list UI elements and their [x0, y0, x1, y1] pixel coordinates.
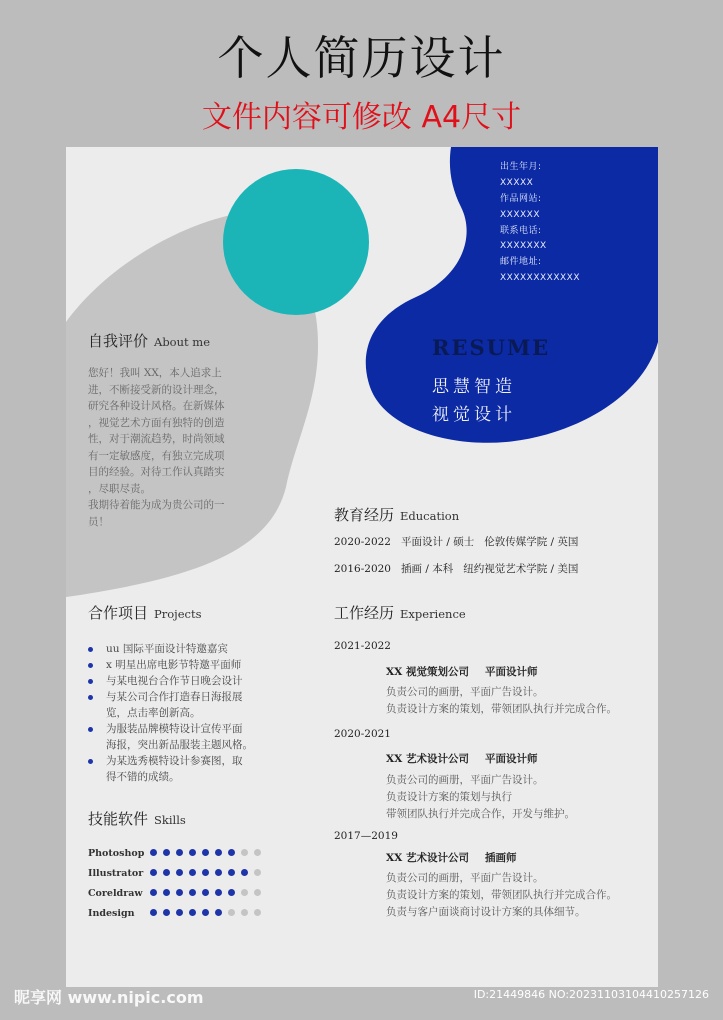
skill-dot-filled-icon [176, 849, 183, 856]
about-line: 有一定敏感度，有独立完成项 [88, 449, 225, 462]
skill-dot-filled-icon [150, 909, 157, 916]
skill-dot-filled-icon [150, 849, 157, 856]
job-duties [386, 684, 617, 718]
job-duty: 负责设计方案的策划，带领团队执行并完成合作。 [386, 703, 617, 715]
skill-dot-empty-icon [241, 889, 248, 896]
job-period: 2017—2019 [334, 830, 398, 842]
skill-dot-filled-icon [228, 869, 235, 876]
projects-list [88, 641, 278, 785]
job-duties [386, 870, 617, 921]
skill-dot-empty-icon [241, 849, 248, 856]
job-duty: 负责与客户面谈商讨设计方案的具体细节。 [386, 906, 586, 918]
projects-title-cn: 合作项目 [88, 604, 149, 622]
job-header [386, 664, 553, 679]
experience-title-cn: 工作经历 [334, 604, 395, 622]
job-role: 平面设计师 [484, 666, 538, 678]
project-item-text: uu 国际平面设计特邀嘉宾 [106, 643, 228, 655]
skill-dot-filled-icon [150, 889, 157, 896]
about-title-cn: 自我评价 [88, 332, 149, 350]
skill-dot-filled-icon [202, 909, 209, 916]
contact-website-value: XXXXXX [500, 209, 540, 220]
skill-dot-empty-icon [228, 909, 235, 916]
education-major: 插画 / 本科 [401, 563, 454, 575]
projects-title-en: Projects [154, 607, 202, 621]
job-duties [386, 772, 575, 823]
skills-section-title [88, 808, 186, 829]
bullet-dot-icon [88, 647, 93, 652]
skill-dot-filled-icon [241, 869, 248, 876]
education-row [334, 561, 588, 576]
skill-dot-filled-icon [189, 849, 196, 856]
job-company: XX 视觉策划公司 [386, 666, 469, 678]
about-line: 性，对于潮流趋势，时尚领域 [88, 433, 225, 445]
project-item-text: x 明星出席电影节特邀平面师 [106, 659, 242, 671]
bullet-dot-icon [88, 663, 93, 668]
job-role: 平面设计师 [484, 753, 538, 765]
page-header-title: 个人简历设计 [217, 31, 506, 85]
job-duty: 负责公司的画册，平面广告设计。 [386, 872, 544, 884]
skill-level-dots [150, 848, 267, 859]
education-school: 伦敦传媒学院 / 英国 [484, 536, 579, 548]
skill-dot-filled-icon [163, 909, 170, 916]
skill-row [88, 908, 267, 922]
skill-dot-filled-icon [176, 869, 183, 876]
teal-circle-shape [223, 169, 369, 315]
bullet-dot-icon [88, 695, 93, 700]
project-item [88, 673, 278, 689]
watermark-right: ID:21449846 NO:20231103104410257126 [473, 988, 709, 1001]
contact-website-label: 作品网站: [500, 193, 542, 204]
slogan-line-1: 思慧智造 [432, 377, 516, 397]
education-period: 2020-2022 [334, 536, 391, 548]
about-line: 员！ [88, 515, 109, 528]
project-item-text: 得不错的成绩。 [106, 771, 180, 783]
project-item-text: 海报，突出新品服装主题风格。 [106, 739, 253, 751]
job-duty: 负责设计方案的策划，带领团队执行并完成合作。 [386, 889, 617, 901]
experience-title-en: Experience [400, 607, 466, 621]
job-company: XX 艺术设计公司 [386, 753, 469, 765]
contact-phone-value: XXXXXXX [500, 241, 547, 252]
page-header-subtitle: 文件内容可修改 A4尺寸 [201, 100, 522, 135]
education-title-cn: 教育经历 [334, 506, 395, 524]
job-header [386, 850, 532, 865]
skill-dot-filled-icon [163, 889, 170, 896]
skill-dot-filled-icon [215, 849, 222, 856]
project-item [88, 689, 278, 721]
project-item [88, 657, 278, 673]
job-duty: 负责公司的画册，平面广告设计。 [386, 774, 544, 786]
contact-email-label: 邮件地址: [500, 257, 542, 268]
job-duty: 带领团队执行并完成合作，开发与维护。 [386, 808, 575, 820]
education-school: 纽约视觉艺术学院 / 美国 [463, 563, 579, 575]
contact-info [500, 159, 580, 286]
about-text [88, 365, 256, 530]
skill-dot-filled-icon [215, 869, 222, 876]
skill-dot-empty-icon [254, 849, 261, 856]
job-duty: 负责公司的画册，平面广告设计。 [386, 686, 544, 698]
job-period: 2020-2021 [334, 728, 391, 740]
skill-level-dots [150, 908, 267, 919]
bullet-dot-icon [88, 759, 93, 764]
skill-row [88, 888, 267, 902]
project-item-text: 为某选秀模特设计参赛图，取 [106, 755, 243, 767]
experience-section-title [334, 602, 466, 623]
education-section-title [334, 504, 459, 525]
project-item-text: 与某电视台合作节日晚会设计 [106, 675, 243, 687]
about-section-title [88, 330, 210, 351]
skill-dot-empty-icon [254, 889, 261, 896]
projects-section-title [88, 602, 202, 623]
project-item [88, 721, 278, 753]
bullet-dot-icon [88, 679, 93, 684]
project-item-text: 与某公司合作打造春日海报展 [106, 691, 243, 703]
skill-dot-filled-icon [176, 909, 183, 916]
project-item-text: 览，点击率创新高。 [106, 707, 201, 719]
skill-dot-filled-icon [202, 889, 209, 896]
skill-level-dots [150, 888, 267, 899]
skill-dot-empty-icon [241, 909, 248, 916]
contact-birth-value: XXXXX [500, 177, 534, 188]
skill-name: Indesign [88, 908, 135, 919]
skill-dot-filled-icon [189, 869, 196, 876]
education-row [334, 534, 588, 549]
skill-dot-filled-icon [202, 849, 209, 856]
about-line: 您好！我叫 XX，本人追求上 [88, 367, 222, 379]
education-period: 2016-2020 [334, 563, 391, 575]
about-line: ，尽职尽责。 [88, 482, 151, 495]
project-item-text: 为服装品牌模特设计宣传平面 [106, 723, 243, 735]
project-item [88, 641, 278, 657]
about-line: 研究各种设计风格。在新媒体 [88, 400, 225, 412]
about-line: 我期待着能为成为贵公司的一 [88, 499, 225, 511]
skill-name: Illustrator [88, 868, 144, 879]
skill-name: Coreldraw [88, 888, 143, 899]
slogan [432, 373, 516, 429]
skill-row [88, 848, 267, 862]
skill-dot-empty-icon [254, 869, 261, 876]
skill-dot-filled-icon [228, 849, 235, 856]
skill-dot-filled-icon [189, 909, 196, 916]
skill-name: Photoshop [88, 848, 145, 859]
skills-title-cn: 技能软件 [88, 810, 149, 828]
resume-paper [66, 147, 658, 987]
contact-phone-label: 联系电话: [500, 225, 542, 236]
watermark-left: 昵享网 www.nipic.com [14, 988, 204, 1007]
skills-title-en: Skills [154, 813, 186, 827]
skill-row [88, 868, 267, 882]
about-title-en: About me [154, 335, 210, 349]
skill-dot-filled-icon [202, 869, 209, 876]
skill-dot-filled-icon [228, 889, 235, 896]
project-item [88, 753, 278, 785]
job-role: 插画师 [484, 852, 517, 864]
contact-email-value: XXXXXXXXXXXX [500, 273, 580, 284]
about-line: ，视觉艺术方面有独特的创造 [88, 416, 225, 429]
job-duty: 负责设计方案的策划与执行 [386, 791, 512, 803]
job-header [386, 751, 553, 766]
contact-birth-label: 出生年月: [500, 162, 542, 172]
bullet-dot-icon [88, 727, 93, 732]
skill-dot-empty-icon [254, 909, 261, 916]
skill-dot-filled-icon [215, 889, 222, 896]
skill-dot-filled-icon [215, 909, 222, 916]
skill-dot-filled-icon [163, 869, 170, 876]
about-line: 目的经验。对待工作认真踏实 [88, 466, 225, 478]
skill-dot-filled-icon [176, 889, 183, 896]
skill-dot-filled-icon [163, 849, 170, 856]
education-title-en: Education [400, 509, 460, 523]
skill-dot-filled-icon [150, 869, 157, 876]
job-company: XX 艺术设计公司 [386, 852, 469, 864]
job-period: 2021-2022 [334, 640, 391, 652]
education-major: 平面设计 / 硕士 [401, 536, 475, 548]
skill-dot-filled-icon [189, 889, 196, 896]
skill-level-dots [150, 868, 267, 879]
slogan-line-2: 视觉设计 [432, 405, 516, 425]
about-line: 进，不断接受新的设计理念， [88, 383, 225, 396]
resume-heading: RESUME [432, 335, 551, 360]
